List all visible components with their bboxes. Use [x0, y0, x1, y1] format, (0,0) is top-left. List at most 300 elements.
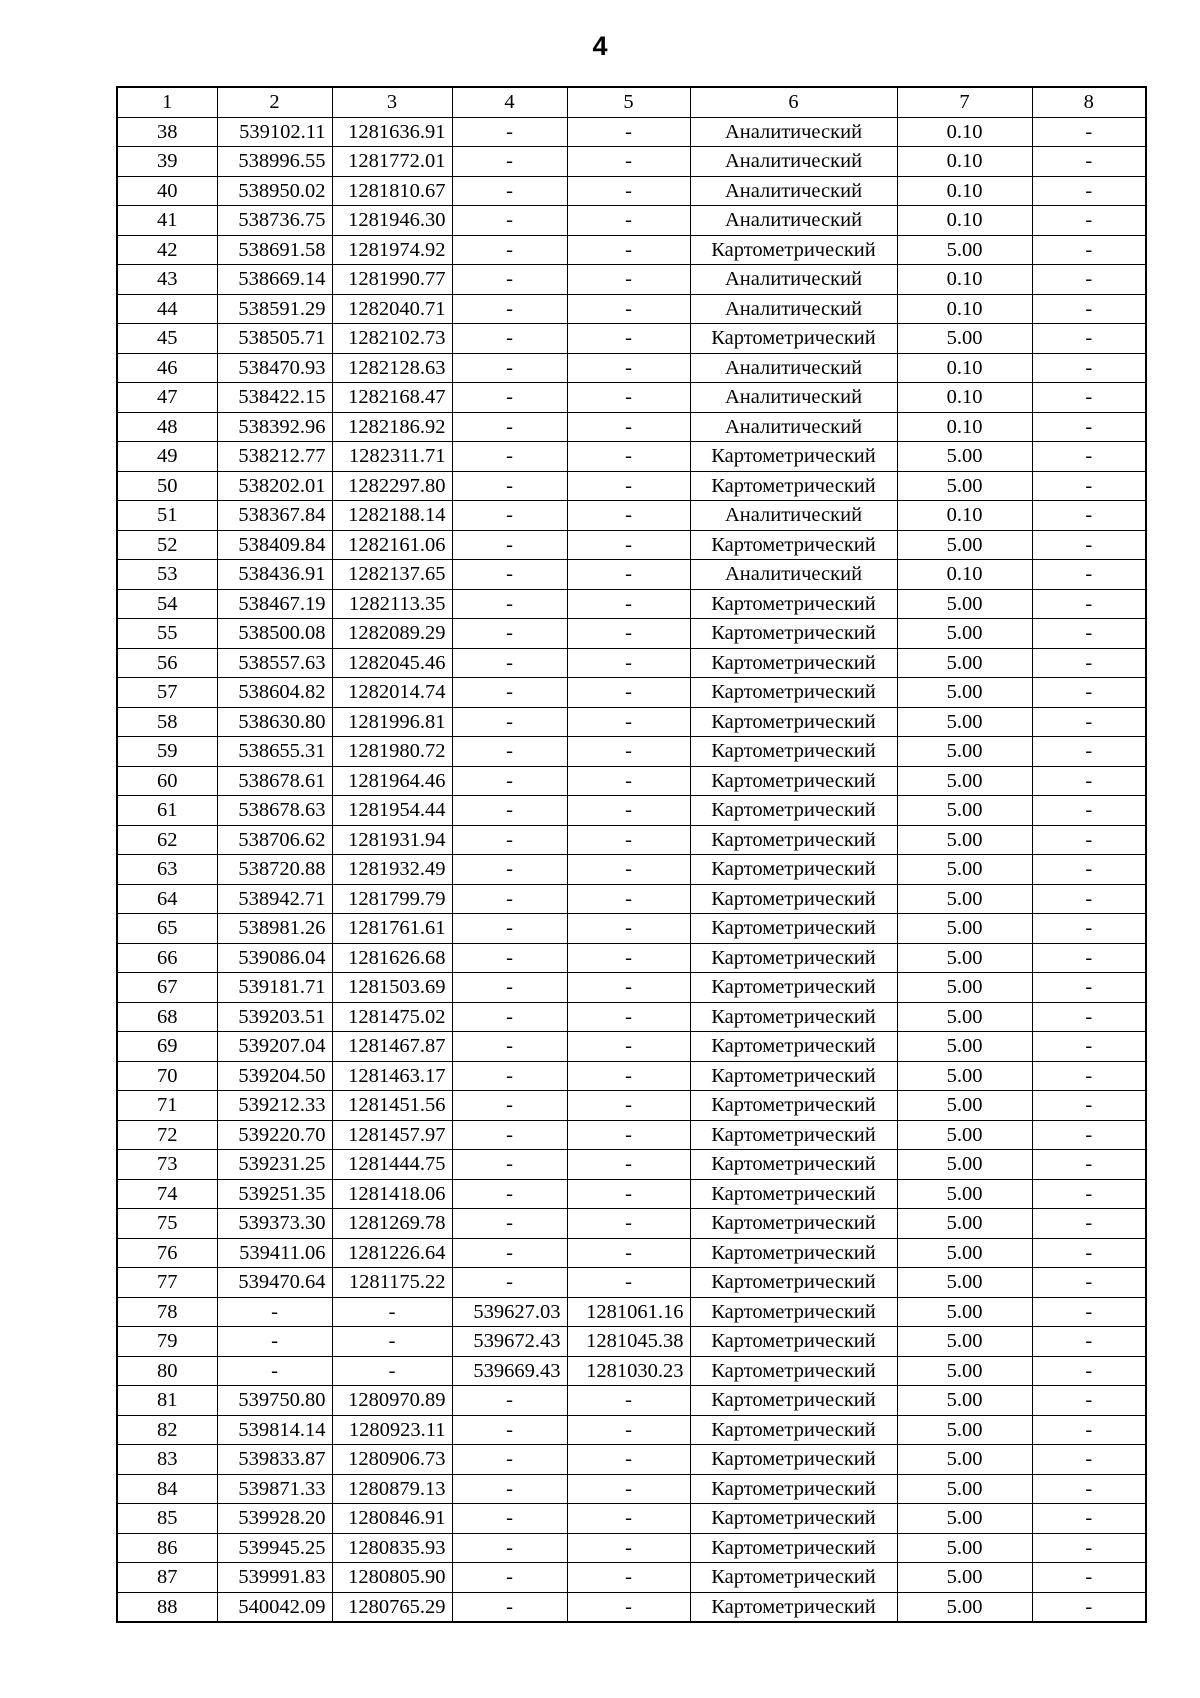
cell-note: - [1032, 324, 1146, 354]
cell-x-coord-alt: 539627.03 [452, 1297, 567, 1327]
cell-note: - [1032, 206, 1146, 236]
cell-x-coord: 539212.33 [217, 1091, 332, 1121]
table-row [117, 914, 1146, 944]
cell-x-coord: 538212.77 [217, 442, 332, 472]
table-row [117, 1268, 1146, 1298]
table-row [117, 294, 1146, 324]
cell-y-coord-alt: - [567, 1209, 690, 1239]
cell-method: Картометрический [690, 1150, 897, 1180]
cell-y-coord: 1282161.06 [332, 530, 452, 560]
table-row [117, 1533, 1146, 1563]
cell-y-coord: 1280879.13 [332, 1474, 452, 1504]
cell-accuracy: 5.00 [897, 1061, 1032, 1091]
cell-accuracy: 5.00 [897, 1002, 1032, 1032]
cell-accuracy: 5.00 [897, 1563, 1032, 1593]
table-row [117, 530, 1146, 560]
cell-point-number: 61 [117, 796, 217, 826]
cell-method: Картометрический [690, 1415, 897, 1445]
table-row [117, 943, 1146, 973]
table-row [117, 265, 1146, 295]
table-row [117, 353, 1146, 383]
cell-method: Картометрический [690, 1386, 897, 1416]
cell-y-coord: 1281772.01 [332, 147, 452, 177]
cell-accuracy: 0.10 [897, 501, 1032, 531]
cell-accuracy: 0.10 [897, 383, 1032, 413]
cell-y-coord: 1281269.78 [332, 1209, 452, 1239]
cell-accuracy: 0.10 [897, 176, 1032, 206]
cell-y-coord: 1280805.90 [332, 1563, 452, 1593]
cell-accuracy: 5.00 [897, 914, 1032, 944]
cell-note: - [1032, 1533, 1146, 1563]
table-row [117, 707, 1146, 737]
cell-note: - [1032, 560, 1146, 590]
cell-y-coord-alt: - [567, 766, 690, 796]
cell-note: - [1032, 1327, 1146, 1357]
cell-method: Картометрический [690, 678, 897, 708]
cell-x-coord-alt: - [452, 176, 567, 206]
cell-note: - [1032, 530, 1146, 560]
cell-x-coord: 538669.14 [217, 265, 332, 295]
cell-note: - [1032, 442, 1146, 472]
table-row [117, 648, 1146, 678]
cell-x-coord: 539203.51 [217, 1002, 332, 1032]
table-row [117, 1091, 1146, 1121]
cell-y-coord: 1281444.75 [332, 1150, 452, 1180]
table-row [117, 1445, 1146, 1475]
cell-y-coord: 1281946.30 [332, 206, 452, 236]
column-header: 1 [117, 87, 217, 117]
cell-y-coord: 1282089.29 [332, 619, 452, 649]
cell-y-coord: 1280923.11 [332, 1415, 452, 1445]
cell-point-number: 86 [117, 1533, 217, 1563]
table-row [117, 383, 1146, 413]
cell-x-coord-alt: - [452, 737, 567, 767]
cell-x-coord-alt: - [452, 1415, 567, 1445]
cell-accuracy: 5.00 [897, 737, 1032, 767]
cell-note: - [1032, 1179, 1146, 1209]
cell-point-number: 60 [117, 766, 217, 796]
cell-y-coord-alt: - [567, 1592, 690, 1622]
cell-point-number: 65 [117, 914, 217, 944]
cell-y-coord: 1282311.71 [332, 442, 452, 472]
table-row [117, 766, 1146, 796]
cell-accuracy: 5.00 [897, 530, 1032, 560]
cell-x-coord: 538422.15 [217, 383, 332, 413]
cell-point-number: 69 [117, 1032, 217, 1062]
cell-accuracy: 5.00 [897, 619, 1032, 649]
cell-x-coord: 539871.33 [217, 1474, 332, 1504]
cell-point-number: 41 [117, 206, 217, 236]
cell-x-coord: 538505.71 [217, 324, 332, 354]
cell-y-coord: 1280846.91 [332, 1504, 452, 1534]
cell-note: - [1032, 1474, 1146, 1504]
table-row [117, 471, 1146, 501]
cell-point-number: 54 [117, 589, 217, 619]
cell-x-coord: 538706.62 [217, 825, 332, 855]
cell-y-coord-alt: - [567, 737, 690, 767]
cell-note: - [1032, 471, 1146, 501]
cell-note: - [1032, 1002, 1146, 1032]
cell-y-coord: 1282128.63 [332, 353, 452, 383]
cell-x-coord-alt: - [452, 1563, 567, 1593]
table-row [117, 1238, 1146, 1268]
cell-accuracy: 5.00 [897, 1474, 1032, 1504]
cell-y-coord: 1281980.72 [332, 737, 452, 767]
cell-accuracy: 0.10 [897, 353, 1032, 383]
cell-note: - [1032, 235, 1146, 265]
cell-x-coord-alt: - [452, 235, 567, 265]
cell-y-coord-alt: - [567, 855, 690, 885]
cell-point-number: 63 [117, 855, 217, 885]
cell-x-coord: 538470.93 [217, 353, 332, 383]
cell-x-coord-alt: - [452, 471, 567, 501]
cell-y-coord: 1282045.46 [332, 648, 452, 678]
table-row [117, 619, 1146, 649]
cell-point-number: 39 [117, 147, 217, 177]
cell-note: - [1032, 1032, 1146, 1062]
cell-y-coord: 1282014.74 [332, 678, 452, 708]
cell-x-coord: 538604.82 [217, 678, 332, 708]
cell-x-coord: - [217, 1327, 332, 1357]
table-row [117, 1356, 1146, 1386]
cell-point-number: 50 [117, 471, 217, 501]
cell-y-coord-alt: - [567, 1120, 690, 1150]
cell-method: Картометрический [690, 943, 897, 973]
cell-y-coord-alt: - [567, 1563, 690, 1593]
cell-y-coord: 1282168.47 [332, 383, 452, 413]
table-row [117, 1209, 1146, 1239]
cell-x-coord-alt: - [452, 973, 567, 1003]
cell-y-coord-alt: - [567, 265, 690, 295]
cell-y-coord-alt: - [567, 1032, 690, 1062]
coordinates-table [116, 86, 1147, 1623]
cell-note: - [1032, 648, 1146, 678]
cell-x-coord: 539470.64 [217, 1268, 332, 1298]
cell-accuracy: 5.00 [897, 1209, 1032, 1239]
cell-point-number: 46 [117, 353, 217, 383]
cell-note: - [1032, 1563, 1146, 1593]
cell-note: - [1032, 1150, 1146, 1180]
cell-accuracy: 0.10 [897, 206, 1032, 236]
cell-y-coord: - [332, 1297, 452, 1327]
cell-y-coord-alt: - [567, 678, 690, 708]
table-row [117, 147, 1146, 177]
cell-x-coord-alt: - [452, 560, 567, 590]
cell-y-coord-alt: - [567, 1474, 690, 1504]
cell-note: - [1032, 1120, 1146, 1150]
table-row [117, 589, 1146, 619]
cell-point-number: 62 [117, 825, 217, 855]
table-row [117, 855, 1146, 885]
cell-point-number: 40 [117, 176, 217, 206]
cell-method: Аналитический [690, 383, 897, 413]
cell-x-coord: 538367.84 [217, 501, 332, 531]
cell-method: Картометрический [690, 1592, 897, 1622]
cell-method: Картометрический [690, 1356, 897, 1386]
table-row [117, 442, 1146, 472]
cell-point-number: 76 [117, 1238, 217, 1268]
table-row [117, 825, 1146, 855]
cell-x-coord-alt: - [452, 678, 567, 708]
cell-x-coord: 539814.14 [217, 1415, 332, 1445]
cell-accuracy: 5.00 [897, 1592, 1032, 1622]
cell-note: - [1032, 1445, 1146, 1475]
cell-y-coord-alt: - [567, 1179, 690, 1209]
cell-point-number: 58 [117, 707, 217, 737]
cell-x-coord-alt: - [452, 501, 567, 531]
cell-note: - [1032, 1592, 1146, 1622]
cell-accuracy: 5.00 [897, 589, 1032, 619]
cell-method: Аналитический [690, 501, 897, 531]
cell-method: Аналитический [690, 353, 897, 383]
cell-accuracy: 5.00 [897, 707, 1032, 737]
cell-y-coord: - [332, 1327, 452, 1357]
cell-x-coord-alt: - [452, 825, 567, 855]
cell-accuracy: 5.00 [897, 825, 1032, 855]
cell-accuracy: 5.00 [897, 973, 1032, 1003]
cell-method: Картометрический [690, 1120, 897, 1150]
cell-accuracy: 5.00 [897, 1386, 1032, 1416]
cell-point-number: 45 [117, 324, 217, 354]
cell-note: - [1032, 176, 1146, 206]
cell-point-number: 49 [117, 442, 217, 472]
cell-y-coord-alt: - [567, 884, 690, 914]
cell-x-coord-alt: - [452, 1474, 567, 1504]
cell-y-coord-alt: - [567, 471, 690, 501]
cell-accuracy: 5.00 [897, 1238, 1032, 1268]
cell-note: - [1032, 589, 1146, 619]
cell-y-coord: 1281451.56 [332, 1091, 452, 1121]
cell-x-coord-alt: - [452, 766, 567, 796]
cell-y-coord: 1281457.97 [332, 1120, 452, 1150]
table-row [117, 1297, 1146, 1327]
table-row [117, 678, 1146, 708]
cell-y-coord-alt: - [567, 796, 690, 826]
table-row [117, 1592, 1146, 1622]
cell-x-coord-alt: - [452, 1533, 567, 1563]
table-row [117, 1032, 1146, 1062]
table-row [117, 117, 1146, 147]
cell-x-coord-alt: - [452, 117, 567, 147]
cell-x-coord: 538720.88 [217, 855, 332, 885]
cell-accuracy: 5.00 [897, 471, 1032, 501]
cell-accuracy: 0.10 [897, 412, 1032, 442]
cell-x-coord-alt: - [452, 1002, 567, 1032]
cell-x-coord: 538500.08 [217, 619, 332, 649]
cell-y-coord-alt: - [567, 383, 690, 413]
cell-x-coord-alt: - [452, 855, 567, 885]
cell-point-number: 83 [117, 1445, 217, 1475]
cell-method: Картометрический [690, 1179, 897, 1209]
cell-y-coord: 1280970.89 [332, 1386, 452, 1416]
cell-method: Картометрический [690, 1061, 897, 1091]
cell-x-coord: 538630.80 [217, 707, 332, 737]
cell-y-coord: 1281175.22 [332, 1268, 452, 1298]
cell-note: - [1032, 796, 1146, 826]
cell-x-coord: 539991.83 [217, 1563, 332, 1593]
cell-note: - [1032, 943, 1146, 973]
cell-method: Картометрический [690, 1504, 897, 1534]
cell-method: Картометрический [690, 825, 897, 855]
cell-method: Картометрический [690, 707, 897, 737]
cell-x-coord: 538467.19 [217, 589, 332, 619]
cell-point-number: 43 [117, 265, 217, 295]
cell-method: Картометрический [690, 530, 897, 560]
cell-x-coord-alt: - [452, 884, 567, 914]
cell-note: - [1032, 973, 1146, 1003]
cell-note: - [1032, 353, 1146, 383]
column-header: 8 [1032, 87, 1146, 117]
cell-x-coord-alt: - [452, 1209, 567, 1239]
cell-y-coord: 1280765.29 [332, 1592, 452, 1622]
cell-accuracy: 5.00 [897, 884, 1032, 914]
cell-x-coord: 538557.63 [217, 648, 332, 678]
cell-x-coord: 539251.35 [217, 1179, 332, 1209]
cell-y-coord-alt: - [567, 1268, 690, 1298]
cell-x-coord-alt: - [452, 1032, 567, 1062]
cell-y-coord: 1282297.80 [332, 471, 452, 501]
cell-y-coord-alt: - [567, 1150, 690, 1180]
cell-point-number: 48 [117, 412, 217, 442]
cell-y-coord: 1281626.68 [332, 943, 452, 973]
cell-accuracy: 5.00 [897, 1445, 1032, 1475]
cell-x-coord: 539231.25 [217, 1150, 332, 1180]
cell-note: - [1032, 914, 1146, 944]
cell-x-coord-alt: - [452, 707, 567, 737]
cell-y-coord: 1281954.44 [332, 796, 452, 826]
table-row [117, 973, 1146, 1003]
cell-point-number: 87 [117, 1563, 217, 1593]
cell-point-number: 44 [117, 294, 217, 324]
cell-method: Картометрический [690, 1533, 897, 1563]
cell-note: - [1032, 1238, 1146, 1268]
cell-x-coord: 539102.11 [217, 117, 332, 147]
cell-method: Картометрический [690, 737, 897, 767]
cell-method: Картометрический [690, 1091, 897, 1121]
cell-y-coord-alt: - [567, 324, 690, 354]
cell-x-coord: - [217, 1297, 332, 1327]
cell-accuracy: 5.00 [897, 1415, 1032, 1445]
cell-y-coord-alt: - [567, 353, 690, 383]
cell-method: Картометрический [690, 1563, 897, 1593]
cell-y-coord-alt: - [567, 619, 690, 649]
cell-point-number: 38 [117, 117, 217, 147]
cell-note: - [1032, 707, 1146, 737]
cell-method: Картометрический [690, 914, 897, 944]
cell-x-coord: 538392.96 [217, 412, 332, 442]
cell-x-coord-alt: 539672.43 [452, 1327, 567, 1357]
cell-point-number: 84 [117, 1474, 217, 1504]
cell-y-coord-alt: - [567, 412, 690, 442]
column-header: 5 [567, 87, 690, 117]
cell-accuracy: 5.00 [897, 796, 1032, 826]
cell-point-number: 88 [117, 1592, 217, 1622]
cell-method: Картометрический [690, 766, 897, 796]
cell-note: - [1032, 884, 1146, 914]
cell-point-number: 59 [117, 737, 217, 767]
cell-y-coord: 1281964.46 [332, 766, 452, 796]
cell-y-coord-alt: - [567, 1061, 690, 1091]
cell-y-coord-alt: - [567, 501, 690, 531]
table-row [117, 737, 1146, 767]
cell-y-coord-alt: 1281045.38 [567, 1327, 690, 1357]
cell-point-number: 73 [117, 1150, 217, 1180]
cell-method: Картометрический [690, 796, 897, 826]
cell-note: - [1032, 1209, 1146, 1239]
cell-method: Картометрический [690, 324, 897, 354]
cell-point-number: 78 [117, 1297, 217, 1327]
cell-y-coord-alt: - [567, 176, 690, 206]
cell-note: - [1032, 737, 1146, 767]
table-row [117, 1002, 1146, 1032]
cell-y-coord: 1281475.02 [332, 1002, 452, 1032]
column-header: 6 [690, 87, 897, 117]
cell-y-coord: 1281463.17 [332, 1061, 452, 1091]
cell-point-number: 53 [117, 560, 217, 590]
cell-y-coord-alt: - [567, 1504, 690, 1534]
cell-y-coord: 1281810.67 [332, 176, 452, 206]
cell-method: Картометрический [690, 973, 897, 1003]
cell-x-coord: 538202.01 [217, 471, 332, 501]
cell-method: Картометрический [690, 855, 897, 885]
cell-x-coord: 538655.31 [217, 737, 332, 767]
cell-point-number: 55 [117, 619, 217, 649]
cell-note: - [1032, 1061, 1146, 1091]
cell-note: - [1032, 412, 1146, 442]
cell-y-coord-alt: - [567, 442, 690, 472]
cell-x-coord-alt: - [452, 1061, 567, 1091]
cell-method: Картометрический [690, 235, 897, 265]
cell-accuracy: 5.00 [897, 1120, 1032, 1150]
column-header: 2 [217, 87, 332, 117]
cell-point-number: 42 [117, 235, 217, 265]
cell-method: Аналитический [690, 412, 897, 442]
cell-y-coord-alt: - [567, 1533, 690, 1563]
cell-note: - [1032, 1356, 1146, 1386]
cell-x-coord-alt: - [452, 324, 567, 354]
cell-accuracy: 0.10 [897, 265, 1032, 295]
column-header: 3 [332, 87, 452, 117]
cell-x-coord: 539220.70 [217, 1120, 332, 1150]
cell-x-coord: 538591.29 [217, 294, 332, 324]
cell-point-number: 68 [117, 1002, 217, 1032]
table-row [117, 796, 1146, 826]
cell-x-coord-alt: - [452, 1179, 567, 1209]
cell-y-coord: 1281932.49 [332, 855, 452, 885]
table-row [117, 1563, 1146, 1593]
cell-y-coord: 1280835.93 [332, 1533, 452, 1563]
cell-point-number: 64 [117, 884, 217, 914]
cell-accuracy: 5.00 [897, 1327, 1032, 1357]
cell-point-number: 77 [117, 1268, 217, 1298]
cell-x-coord-alt: - [452, 383, 567, 413]
cell-x-coord-alt: - [452, 589, 567, 619]
cell-y-coord: 1281761.61 [332, 914, 452, 944]
cell-point-number: 71 [117, 1091, 217, 1121]
cell-point-number: 81 [117, 1386, 217, 1416]
cell-y-coord-alt: - [567, 1238, 690, 1268]
cell-note: - [1032, 383, 1146, 413]
cell-accuracy: 5.00 [897, 235, 1032, 265]
cell-accuracy: 0.10 [897, 147, 1032, 177]
cell-x-coord-alt: 539669.43 [452, 1356, 567, 1386]
cell-y-coord-alt: - [567, 294, 690, 324]
cell-x-coord-alt: - [452, 265, 567, 295]
table-row [117, 412, 1146, 442]
cell-y-coord: 1282188.14 [332, 501, 452, 531]
cell-note: - [1032, 1297, 1146, 1327]
cell-y-coord-alt: - [567, 825, 690, 855]
